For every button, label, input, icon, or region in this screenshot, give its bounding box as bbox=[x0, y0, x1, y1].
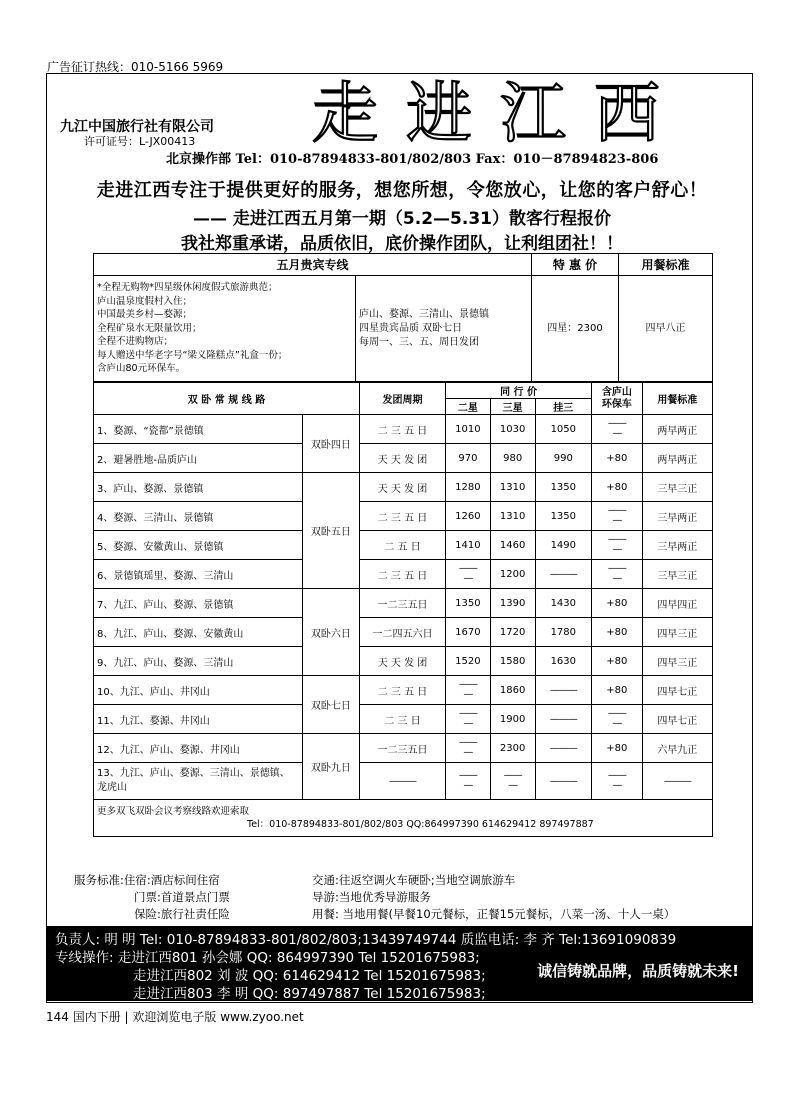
table-row bbox=[94, 676, 713, 705]
price-star2: 1520 bbox=[446, 647, 491, 676]
notes-cell bbox=[94, 800, 713, 837]
price-guadsan: 1780 bbox=[535, 618, 592, 647]
price-star2: —— — bbox=[446, 734, 491, 763]
contact-ops-802: 走进江西802 刘 波 QQ: 614629412 Tel 15201675983; bbox=[133, 968, 486, 984]
price-guadsan: 1490 bbox=[535, 531, 592, 560]
route-name: 5、婺源、安徽黄山、景德镇 bbox=[94, 531, 303, 560]
vip-price: 四星：2300 bbox=[532, 276, 619, 382]
route-name: 13、九江、庐山、婺源、三清山、景德镇、 龙虎山 bbox=[94, 763, 303, 800]
slogan-period: —— 走进江西五月第一期（5.2—5.31）散客行程报价 bbox=[193, 209, 611, 229]
col-meals: 用餐标准 bbox=[642, 383, 712, 415]
schedule: 二 三 日 bbox=[360, 705, 446, 734]
service-transport: 交通:往返空调火车硬卧;当地空调旅游车 bbox=[312, 873, 516, 887]
table-row bbox=[94, 647, 713, 676]
duration-group: 双卧六日 bbox=[302, 589, 359, 676]
duration-group: 双卧四日 bbox=[302, 415, 359, 473]
price-guadsan: ——— bbox=[535, 763, 592, 800]
table-row bbox=[94, 444, 713, 473]
schedule: 二 三 五 日 bbox=[360, 502, 446, 531]
meals: 三早三正 bbox=[642, 473, 712, 502]
price-star3: 1200 bbox=[490, 560, 535, 589]
price-star2: 1410 bbox=[446, 531, 491, 560]
schedule: 二 五 日 bbox=[360, 531, 446, 560]
col-route: 双 卧 常 规 线 路 bbox=[94, 383, 360, 415]
col-schedule: 发团周期 bbox=[360, 383, 446, 415]
notes-contacts: Tel：010-87894833-801/802/803 QQ:864997390 614629412 897497887 bbox=[247, 819, 594, 830]
route-name: 9、九江、庐山、婺源、三清山 bbox=[94, 647, 303, 676]
price-star3: 980 bbox=[490, 444, 535, 473]
eco-bus: +80 bbox=[592, 589, 643, 618]
duration-group: 双卧七日 bbox=[302, 676, 359, 734]
vip-header-price: 特 惠 价 bbox=[532, 254, 619, 276]
meals: ——— bbox=[642, 763, 712, 800]
table-row bbox=[94, 560, 713, 589]
eco-bus: +80 bbox=[592, 618, 643, 647]
price-star3: 1460 bbox=[490, 531, 535, 560]
price-guadsan: ——— bbox=[535, 676, 592, 705]
service-lodging: 服务标准:住宿:酒店标间住宿 bbox=[74, 873, 220, 887]
eco-bus: —— — bbox=[592, 705, 643, 734]
eco-bus: +80 bbox=[592, 444, 643, 473]
table-row bbox=[94, 763, 713, 800]
motto: 诚信铸就品牌，品质铸就未来! bbox=[537, 962, 739, 980]
service-insurance: 保险:旅行社责任险 bbox=[134, 907, 230, 921]
table-row bbox=[94, 531, 713, 560]
schedule: 二 三 五 日 bbox=[360, 676, 446, 705]
contact-ops-803: 走进江西803 李 明 QQ: 897497887 Tel 15201675983; bbox=[133, 986, 486, 1002]
ad-hotline: 广告征订热线：010-5166 5969 bbox=[47, 60, 224, 74]
meals: 四早四正 bbox=[642, 589, 712, 618]
service-guide: 导游:当地优秀导游服务 bbox=[312, 890, 431, 904]
license-number: 许可证号：L-JX00413 bbox=[84, 135, 196, 148]
schedule: 一二四五六日 bbox=[360, 618, 446, 647]
route-name: 6、景德镇瑶里、婺源、三清山 bbox=[94, 560, 303, 589]
eco-bus: —— — bbox=[592, 502, 643, 531]
meals: 三早三正 bbox=[642, 560, 712, 589]
slogan-promise: 我社郑重承诺，品质依旧，底价操作团队，让利组团社！！ bbox=[181, 234, 623, 254]
agency-name: 九江中国旅行社有限公司 bbox=[60, 119, 214, 135]
price-star2: —— — bbox=[446, 763, 491, 800]
contact-manager: 负责人: 明 明 Tel: 010-87894833-801/802/803;13439749744 质监电话: 李 齐 Tel:13691090839 bbox=[55, 932, 677, 948]
price-star2: 1670 bbox=[446, 618, 491, 647]
table-row bbox=[94, 618, 713, 647]
price-star3: 1310 bbox=[490, 502, 535, 531]
eco-bus: —— — bbox=[592, 763, 643, 800]
price-star3: 1900 bbox=[490, 705, 535, 734]
price-guadsan: 1630 bbox=[535, 647, 592, 676]
price-star3: 1580 bbox=[490, 647, 535, 676]
meals: 两早两正 bbox=[642, 444, 712, 473]
service-dining: 用餐: 当地用餐(早餐10元餐标，正餐15元餐标，八菜一汤、十人一桌） bbox=[312, 907, 676, 921]
table-row bbox=[94, 589, 713, 618]
brand-title bbox=[245, 76, 755, 146]
eco-bus: +80 bbox=[592, 473, 643, 502]
vip-features: *全程无购物*四星级休闲度假式旅游典范； 庐山温泉度假村入住； 中国最美乡村—婺源； 全程矿泉水无限量饮用； 全程不进购物店； 每人赠送中华老字号“梁义隆糕点”礼盒一份； 含庐山80元环保车。 bbox=[94, 276, 356, 382]
schedule: 二 三 五 日 bbox=[360, 560, 446, 589]
price-star3: 1860 bbox=[490, 676, 535, 705]
vip-header-meals: 用餐标准 bbox=[619, 254, 713, 276]
price-star3: 1310 bbox=[490, 473, 535, 502]
ops-contact-line bbox=[166, 148, 658, 167]
schedule: 一二三五日 bbox=[360, 589, 446, 618]
notes-more-routes: 更多双飞双卧会议考察线路欢迎索取 bbox=[97, 806, 250, 817]
price-guadsan: 1050 bbox=[535, 415, 592, 444]
table-row bbox=[94, 415, 713, 444]
route-name: 1、婺源、“瓷都”景德镇 bbox=[94, 415, 303, 444]
price-guadsan: 1430 bbox=[535, 589, 592, 618]
meals: 三早两正 bbox=[642, 502, 712, 531]
eco-bus: —— — bbox=[592, 531, 643, 560]
eco-bus: —— — bbox=[592, 415, 643, 444]
route-name: 3、庐山、婺源、景德镇 bbox=[94, 473, 303, 502]
schedule: ——— bbox=[360, 763, 446, 800]
route-name: 2、避暑胜地-品质庐山 bbox=[94, 444, 303, 473]
slogan-service: 走进江西专注于提供更好的服务，想您所想，令您放心，让您的客户舒心！ bbox=[96, 180, 708, 201]
price-star2: —— — bbox=[446, 676, 491, 705]
col-price: 同 行 价 bbox=[446, 383, 592, 399]
meals: 四早三正 bbox=[642, 618, 712, 647]
regular-route-table bbox=[93, 382, 713, 837]
price-guadsan: 1350 bbox=[535, 473, 592, 502]
eco-bus: +80 bbox=[592, 676, 643, 705]
col-guadsan: 挂三 bbox=[535, 399, 592, 415]
table-row bbox=[94, 473, 713, 502]
eco-bus: +80 bbox=[592, 734, 643, 763]
price-guadsan: ——— bbox=[535, 705, 592, 734]
price-guadsan: 1350 bbox=[535, 502, 592, 531]
route-name: 4、婺源、三清山、景德镇 bbox=[94, 502, 303, 531]
table-row bbox=[94, 734, 713, 763]
ops-phones: Tel：010-87894833-801/802/803 Fax：010－87894823-806 bbox=[235, 152, 659, 167]
price-guadsan: ——— bbox=[535, 734, 592, 763]
meals: 四早七正 bbox=[642, 676, 712, 705]
meals: 六早九正 bbox=[642, 734, 712, 763]
col-eco-bus: 含庐山 环保车 bbox=[592, 383, 643, 415]
schedule: 天 天 发 团 bbox=[360, 444, 446, 473]
page-footer: 144 国内下册 | 欢迎浏览电子版 www.zyoo.net bbox=[46, 1010, 304, 1024]
duration-group: 双卧九日 bbox=[302, 734, 359, 800]
table-row bbox=[94, 502, 713, 531]
price-star3: 2300 bbox=[490, 734, 535, 763]
meals: 四早七正 bbox=[642, 705, 712, 734]
service-tickets: 门票:首道景点门票 bbox=[134, 890, 230, 904]
notes-row bbox=[94, 800, 713, 837]
schedule: 天 天 发 团 bbox=[360, 473, 446, 502]
price-star2: 970 bbox=[446, 444, 491, 473]
schedule: 二 三 五 日 bbox=[360, 415, 446, 444]
vip-route: 庐山、婺源、三清山、景德镇 四星贵宾品质 双卧七日 每周一、三、五、周日发团 bbox=[356, 276, 532, 382]
vip-meals: 四早八正 bbox=[619, 276, 713, 382]
schedule: 一二三五日 bbox=[360, 734, 446, 763]
eco-bus: +80 bbox=[592, 647, 643, 676]
ops-label: 北京操作部 bbox=[166, 152, 232, 167]
price-star3: 1720 bbox=[490, 618, 535, 647]
meals: 三早两正 bbox=[642, 531, 712, 560]
price-star2: —— — bbox=[446, 705, 491, 734]
contact-band bbox=[47, 926, 753, 1001]
meals: 两早两正 bbox=[642, 415, 712, 444]
service-standards bbox=[74, 872, 742, 923]
route-name: 8、九江、庐山、婺源、安徽黄山 bbox=[94, 618, 303, 647]
route-name: 11、九江、婺源、井冈山 bbox=[94, 705, 303, 734]
price-star3: 1390 bbox=[490, 589, 535, 618]
vip-route-table bbox=[93, 253, 713, 382]
schedule: 天 天 发 团 bbox=[360, 647, 446, 676]
eco-bus: —— — bbox=[592, 560, 643, 589]
price-star2: —— — bbox=[446, 560, 491, 589]
price-star2: 1260 bbox=[446, 502, 491, 531]
vip-header-title: 五月贵宾专线 bbox=[94, 254, 532, 276]
table-row bbox=[94, 705, 713, 734]
route-name: 7、九江、庐山、婺源、景德镇 bbox=[94, 589, 303, 618]
meals: 四早三正 bbox=[642, 647, 712, 676]
price-star2: 1280 bbox=[446, 473, 491, 502]
price-star2: 1010 bbox=[446, 415, 491, 444]
duration-group: 双卧五日 bbox=[302, 473, 359, 589]
brand-title-text: 走进江西 bbox=[312, 76, 688, 146]
price-star3: 1030 bbox=[490, 415, 535, 444]
route-name: 12、九江、庐山、婺源、井冈山 bbox=[94, 734, 303, 763]
price-star3: —— — bbox=[490, 763, 535, 800]
route-name: 10、九江、庐山、井冈山 bbox=[94, 676, 303, 705]
contact-ops-801: 专线操作: 走进江西801 孙会娜 QQ: 864997390 Tel 15201675983; bbox=[55, 950, 480, 966]
col-star2: 二星 bbox=[446, 399, 491, 415]
col-star3: 三星 bbox=[490, 399, 535, 415]
price-guadsan: 990 bbox=[535, 444, 592, 473]
price-guadsan: ——— bbox=[535, 560, 592, 589]
price-star2: 1350 bbox=[446, 589, 491, 618]
